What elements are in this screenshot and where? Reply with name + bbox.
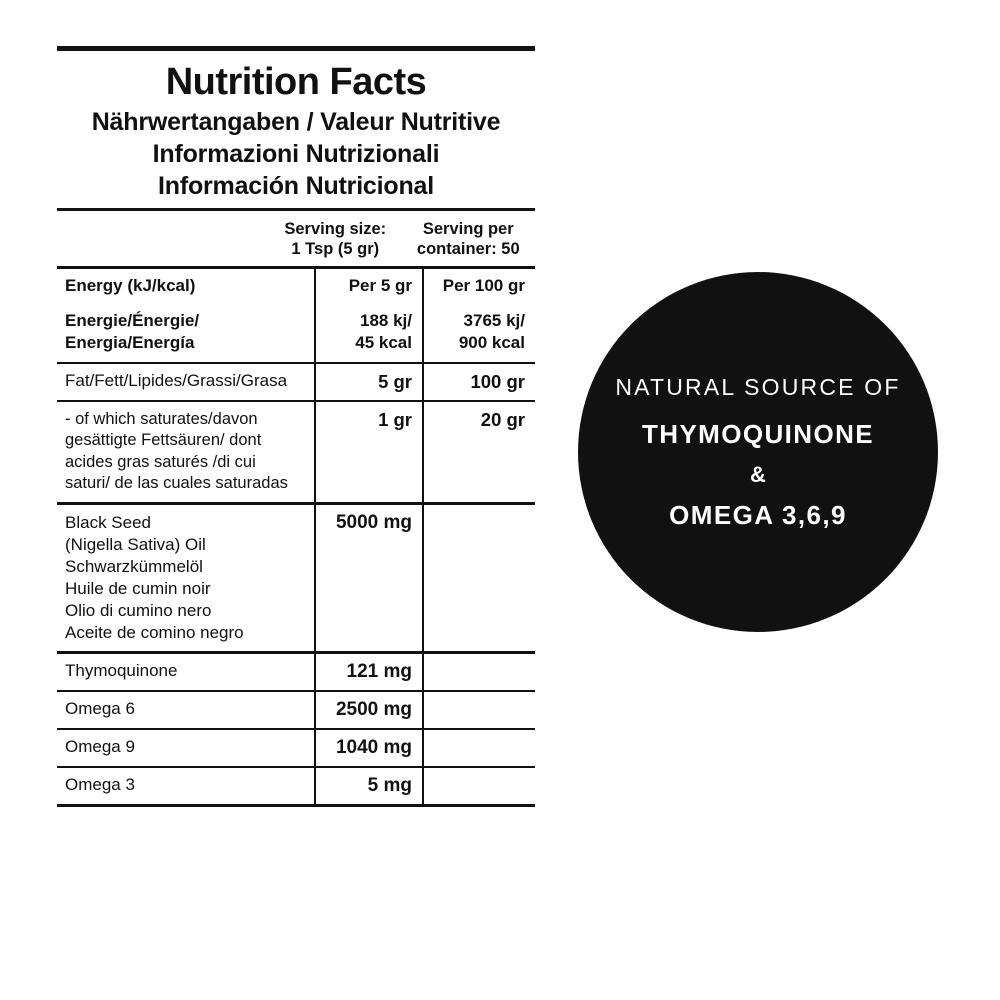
table-row xyxy=(57,653,535,692)
row-value-fat-per5: 5 gr xyxy=(315,363,423,401)
row-label-thymoquinone: Thymoquinone xyxy=(57,653,315,692)
table-row xyxy=(57,729,535,767)
servings-per-container xyxy=(402,219,535,260)
row-header-per-100gr: Per 100 gr xyxy=(423,267,535,303)
serving-spacer xyxy=(57,219,269,260)
row-label-black-seed-oil-line2: (Nigella Sativa) Oil xyxy=(65,534,206,554)
table-row xyxy=(57,363,535,401)
row-value-thymoquinone-per100 xyxy=(423,653,535,692)
row-label-black-seed-oil-line5: Olio di cumino nero xyxy=(65,601,212,621)
row-label-omega-9: Omega 9 xyxy=(57,729,315,767)
row-value-saturates-per5: 1 gr xyxy=(315,401,423,503)
natural-source-badge xyxy=(578,272,938,632)
row-header-per-5gr: Per 5 gr xyxy=(315,267,423,303)
row-value-fat-per100: 100 gr xyxy=(423,363,535,401)
row-value-energy-per100-kcal: 900 kcal xyxy=(458,333,525,353)
table-row xyxy=(57,767,535,804)
row-label-saturates-line2: gesättigte Fettsäuren/ dont xyxy=(65,431,262,450)
row-label-omega-6: Omega 6 xyxy=(57,691,315,729)
badge-line-1: NATURAL SOURCE OF xyxy=(615,373,901,400)
table-row xyxy=(57,303,535,363)
table-row xyxy=(57,691,535,729)
servings-per-container-value: container: 50 xyxy=(416,240,520,259)
row-value-omega-9: 1040 mg xyxy=(315,729,423,767)
subtitle-de-fr: Nährwertangaben / Valeur Nutritive xyxy=(91,107,501,136)
row-label-black-seed-oil-line1: Black Seed xyxy=(65,512,151,532)
table-row xyxy=(57,267,535,303)
row-value-energy-per5-kcal: 45 kcal xyxy=(355,333,412,353)
row-value-black-seed-oil-per100 xyxy=(423,503,535,653)
row-label-energie-line1: Energie/Énergie/ xyxy=(65,310,200,330)
row-label-saturates-line3: acides gras saturés /di cui xyxy=(65,452,256,471)
row-label-energie xyxy=(57,303,315,363)
table-row xyxy=(57,503,535,653)
serving-info-row xyxy=(57,211,535,266)
badge-line-4: OMEGA 3,6,9 xyxy=(669,499,847,530)
row-value-omega-3-per100 xyxy=(423,767,535,804)
row-value-omega-6-per100 xyxy=(423,691,535,729)
row-label-fat: Fat/Fett/Lipides/Grassi/Grasa xyxy=(57,363,315,401)
serving-size-label: Serving size: xyxy=(284,219,387,238)
row-label-black-seed-oil xyxy=(57,503,315,653)
badge-line-3: & xyxy=(750,461,766,487)
nutrition-table xyxy=(57,266,535,805)
row-label-black-seed-oil-line3: Schwarzkümmelöl xyxy=(65,556,203,576)
row-value-energy-per100-kj: 3765 kj/ xyxy=(463,310,525,330)
badge-line-2: THYMOQUINONE xyxy=(641,418,875,449)
row-value-black-seed-oil: 5000 mg xyxy=(315,503,423,653)
row-value-omega-3: 5 mg xyxy=(315,767,423,804)
page-title: Nutrition Facts xyxy=(165,61,427,103)
row-label-omega-3: Omega 3 xyxy=(57,767,315,804)
servings-per-container-label: Serving per xyxy=(422,219,514,238)
row-value-saturates-per100: 20 gr xyxy=(423,401,535,503)
row-value-omega-6: 2500 mg xyxy=(315,691,423,729)
subtitle-it: Informazioni Nutrizionali xyxy=(152,139,440,168)
serving-size-value: 1 Tsp (5 gr) xyxy=(291,240,380,259)
row-label-saturates-line4: saturi/ de las cuales saturadas xyxy=(65,474,288,493)
row-value-energy-per5 xyxy=(315,303,423,363)
row-value-omega-9-per100 xyxy=(423,729,535,767)
row-label-saturates xyxy=(57,401,315,503)
table-row xyxy=(57,401,535,503)
row-label-black-seed-oil-line4: Huile de cumin noir xyxy=(65,579,211,599)
row-value-thymoquinone: 121 mg xyxy=(315,653,423,692)
subtitle-es: Información Nutricional xyxy=(158,171,434,200)
panel-bottom-rule xyxy=(57,804,535,807)
row-value-energy-per100 xyxy=(423,303,535,363)
row-label-saturates-line1: - of which saturates/davon xyxy=(65,410,258,429)
row-value-energy-per5-kj: 188 kj/ xyxy=(360,310,412,330)
row-label-energie-line2: Energia/Energía xyxy=(65,333,195,353)
panel-title-block xyxy=(57,51,535,208)
nutrition-facts-panel xyxy=(57,46,535,807)
serving-size xyxy=(269,219,402,260)
row-label-black-seed-oil-line6: Aceite de comino negro xyxy=(65,623,244,643)
row-label-energy: Energy (kJ/kcal) xyxy=(57,267,315,303)
